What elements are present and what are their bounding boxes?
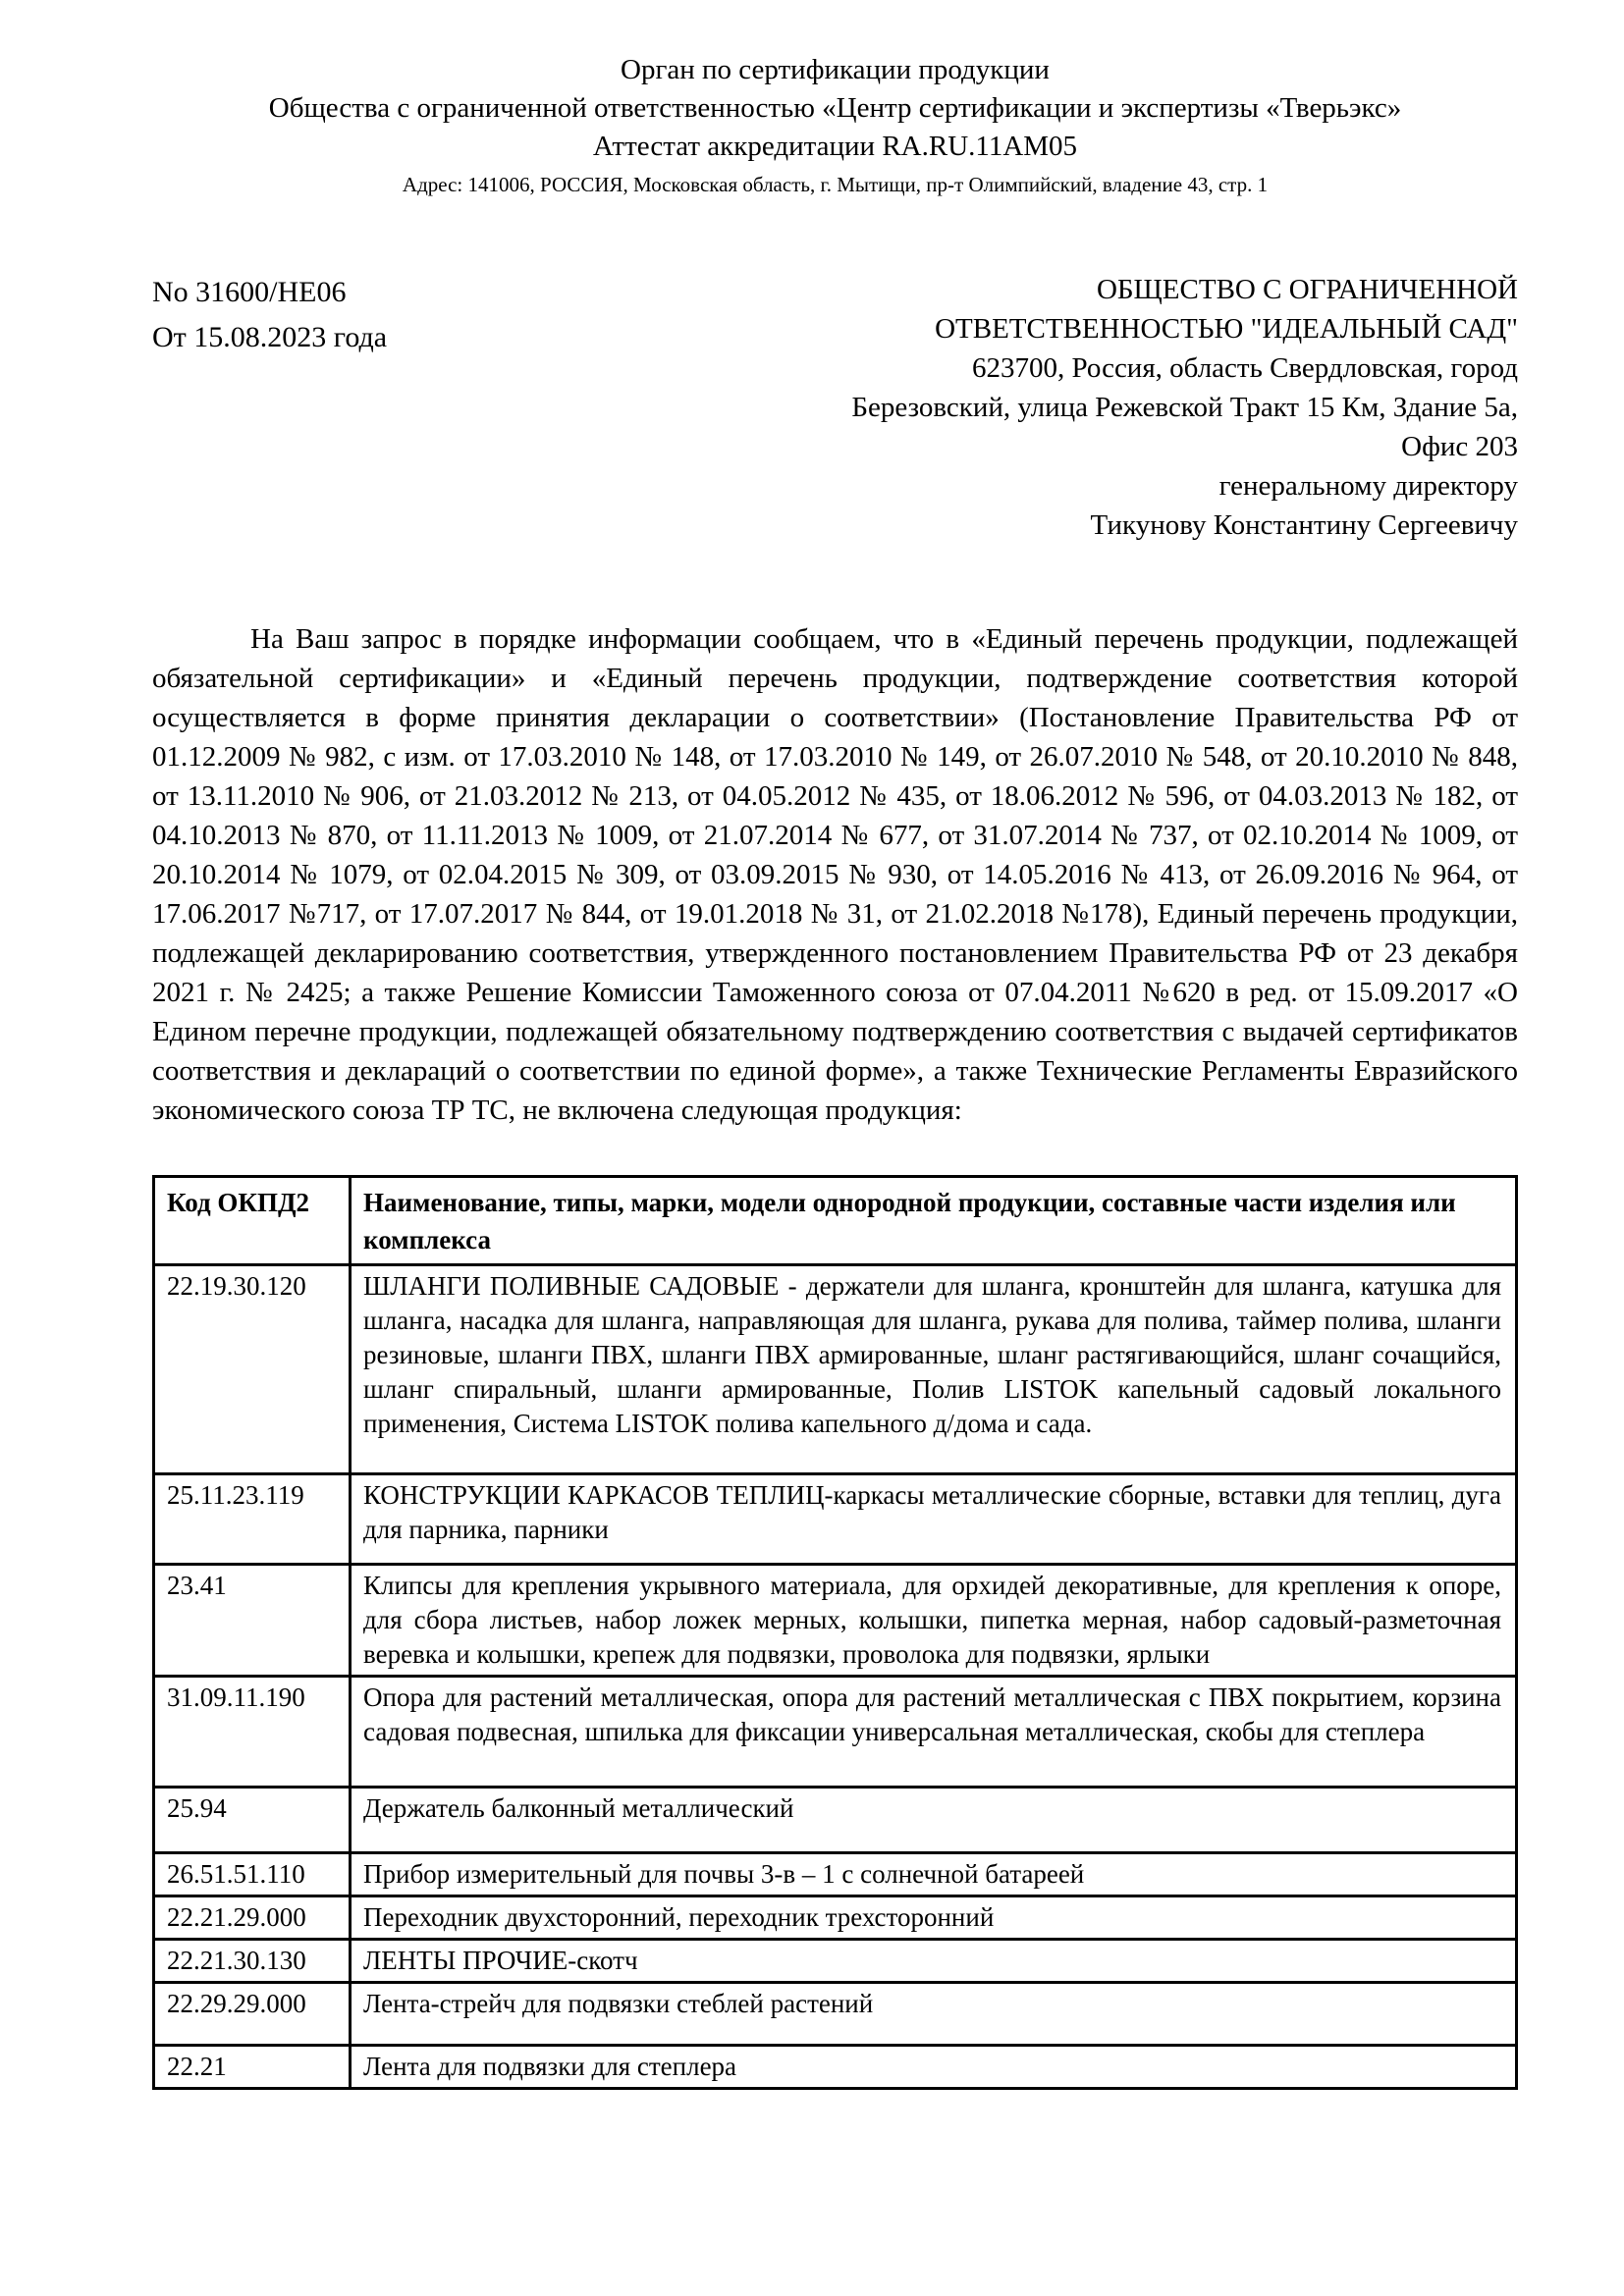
product-description-cell: Держатель балконный металлический	[351, 1788, 1517, 1853]
product-description-cell: ШЛАНГИ ПОЛИВНЫЕ САДОВЫЕ - держатели для шланга, кронштейн для шланга, катушка для шланга, насадка для шланга, направляющая для шланга, рукава для полива, таймер полива, шланги резиновые, шланги ПВХ, шланги ПВХ армированные, шланг растягивающийся, шланг сочащийся, шланг спиральный, шланги армированные, Полив LISTOK капельный садовый локального применения, Система LISTOK полива капельного д/дома и сада.	[351, 1265, 1517, 1474]
recipient-line: Офис 203	[1401, 431, 1518, 462]
product-description-cell: ЛЕНТЫ ПРОЧИЕ-скотч	[351, 1940, 1517, 1983]
okpd2-code-cell: 25.11.23.119	[154, 1474, 351, 1565]
letterhead-org-type: Орган по сертификации продукции	[621, 54, 1050, 85]
body-paragraph: На Ваш запрос в порядке информации сообщаем, что в «Единый перечень продукции, подлежащей обязательной сертификации» и «Единый перечень продукции, подтверждение соответствия которой осуществляется в форме принятия декларации о соответствии» (Постановление Правительства РФ от 01.12.2009 № 982, с изм. от 17.03.2010 № 148, от 17.03.2010 № 149, от 26.07.2010 № 548, от 20.10.2010 № 848, от 13.11.2010 № 906, от 21.03.2012 № 213, от 04.05.2012 № 435, от 18.06.2012 № 596, от 04.03.2013 № 182, от 04.10.2013 № 870, от 11.11.2013 № 1009, от 21.07.2014 № 677, от 31.07.2014 № 737, от 02.10.2014 № 1009, от 20.10.2014 № 1079, от 02.04.2015 № 309, от 03.09.2015 № 930, от 14.05.2016 № 413, от 26.09.2016 № 964, от 17.06.2017 №717, от 17.07.2017 № 844, от 19.01.2018 № 31, от 21.02.2018 №178), Единый перечень продукции, подлежащей декларированию соответствия, утвержденного постановлением Правительства РФ от 23 декабря 2021 г. № 2425; а также Решение Комиссии Таможенного союза от 07.04.2011 №620 в ред. от 15.09.2017 «О Едином перечне продукции, подлежащей обязательному подтверждению соответствия с выдачей сертификатов соответствия и деклараций о соответствии по единой форме», а также Технические Регламенты Евразийского экономического союза ТР ТС, не включена следующая продукция:	[152, 623, 1518, 1126]
table-row	[154, 1940, 1517, 1983]
table-row	[154, 1983, 1517, 2046]
letterhead-org-name: Общества с ограниченной ответственностью «Центр сертификации и экспертизы «Тверьэкс»	[268, 92, 1402, 124]
table-row	[154, 1474, 1517, 1565]
table-row	[154, 1565, 1517, 1677]
okpd2-code-cell: 22.19.30.120	[154, 1265, 351, 1474]
table-row	[154, 1788, 1517, 1853]
letter-date: От 15.08.2023 года	[152, 321, 388, 353]
table-row	[154, 1896, 1517, 1940]
product-description-cell: Опора для растений металлическая, опора для растений металлическая с ПВХ покрытием, корзина садовая подвесная, шпилька для фиксации универсальная металлическая, скобы для степлера	[351, 1677, 1517, 1788]
table-row	[154, 1265, 1517, 1474]
letter-number: No 31600/НЕ06	[152, 276, 347, 308]
recipient-block	[387, 270, 1518, 545]
letterhead-address: Адрес: 141006, РОССИЯ, Московская область, г. Мытищи, пр-т Олимпийский, владение 43, стр. 1	[402, 173, 1269, 196]
recipient-line: ОТВЕТСТВЕННОСТЬЮ "ИДЕАЛЬНЫЙ САД"	[935, 313, 1518, 345]
table-header-row	[154, 1177, 1517, 1265]
product-description-cell: Прибор измерительный для почвы 3-в – 1 с солнечной батареей	[351, 1853, 1517, 1896]
okpd2-code-cell: 22.29.29.000	[154, 1983, 351, 2046]
recipient-line: Березовский, улица Режевской Тракт 15 Км, Здание 5а,	[851, 392, 1518, 423]
product-description-cell: Переходник двухсторонний, переходник трехсторонний	[351, 1896, 1517, 1940]
okpd2-code-cell: 23.41	[154, 1565, 351, 1677]
table-row	[154, 1853, 1517, 1896]
product-description-cell: Лента-стрейч для подвязки стеблей растений	[351, 1983, 1517, 2046]
okpd2-code-cell: 22.21.29.000	[154, 1896, 351, 1940]
product-description-cell: КОНСТРУКЦИИ КАРКАСОВ ТЕПЛИЦ-каркасы металлические сборные, вставки для теплиц, дуга для парника, парники	[351, 1474, 1517, 1565]
col-header-product-name: Наименование, типы, марки, модели однородной продукции, составные части изделия или комплекса	[351, 1177, 1517, 1265]
okpd2-code-cell: 22.21.30.130	[154, 1940, 351, 1983]
product-description-cell: Лента для подвязки для степлера	[351, 2046, 1517, 2089]
reference-block	[152, 270, 387, 545]
okpd2-code-cell: 26.51.51.110	[154, 1853, 351, 1896]
table-row	[154, 1677, 1517, 1788]
recipient-line: Тикунову Константину Сергеевичу	[1090, 509, 1518, 541]
reference-recipient-block	[152, 270, 1518, 545]
col-header-okpd2-code: Код ОКПД2	[154, 1177, 351, 1265]
recipient-line: 623700, Россия, область Свердловская, город	[971, 352, 1518, 384]
okpd2-code-cell: 25.94	[154, 1788, 351, 1853]
products-table	[152, 1175, 1518, 2090]
letterhead-accreditation: Аттестат аккредитации RA.RU.11АМ05	[592, 131, 1078, 162]
recipient-line: ОБЩЕСТВО С ОГРАНИЧЕННОЙ	[1096, 274, 1518, 305]
letterhead	[152, 51, 1518, 199]
table-row	[154, 2046, 1517, 2089]
product-description-cell: Клипсы для крепления укрывного материала, для орхидей декоративные, для крепления к опоре, для сбора листьев, набор ложек мерных, колышки, пипетка мерная, набор садовый-разметочная веревка и колышки, крепеж для подвязки, проволока для подвязки, ярлыки	[351, 1565, 1517, 1677]
recipient-line: генеральному директору	[1218, 470, 1518, 502]
okpd2-code-cell: 22.21	[154, 2046, 351, 2089]
okpd2-code-cell: 31.09.11.190	[154, 1677, 351, 1788]
